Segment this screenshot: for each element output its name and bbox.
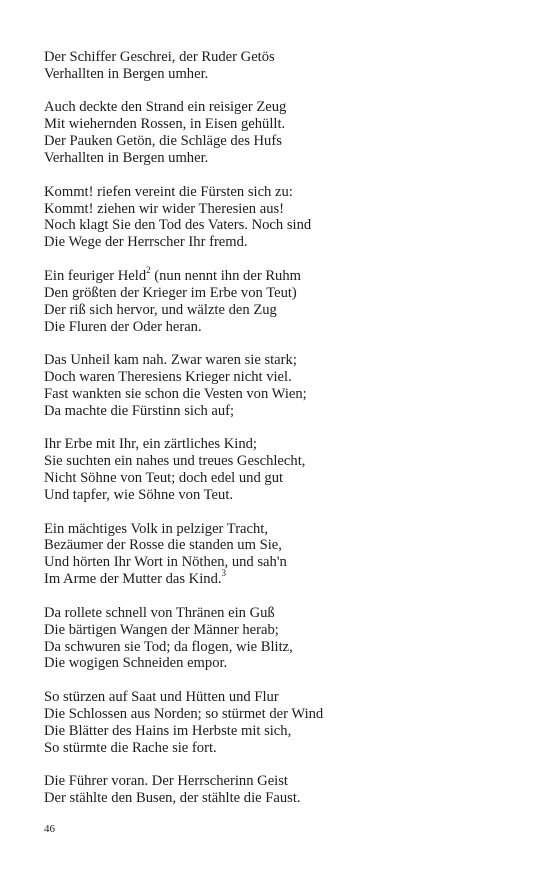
poem-line <box>44 655 514 672</box>
footnote-marker: 2 <box>146 264 151 275</box>
poem-line-text: Und hörten Ihr Wort in Nöthen, und sah'n <box>44 554 287 571</box>
poem-line-text: Die bärtigen Wangen der Männer herab; <box>44 621 279 638</box>
poem-line-text: Die wogigen Schneiden empor. <box>44 655 228 672</box>
poem-line <box>44 568 514 588</box>
poem-line-text: Noch klagt Sie den Tod des Vaters. Noch sind <box>44 217 312 234</box>
poem-line-text: Die Fluren der Oder heran. <box>44 318 202 335</box>
poem-line-text: Verhallten in Bergen umher. <box>44 65 209 82</box>
stanza <box>44 49 514 83</box>
poem-line <box>44 49 514 66</box>
poem-line <box>44 521 514 538</box>
poem-line <box>44 554 514 571</box>
poem-line-text: Ein mächtiges Volk in pelziger Tracht, <box>44 520 269 537</box>
poem-line-text: Die Wege der Herrscher Ihr fremd. <box>44 234 248 251</box>
poem-line-text: Fast wankten sie schon die Vesten von Wien; <box>44 385 307 402</box>
poem-line-text: Und tapfer, wie Söhne von Teut. <box>44 487 234 503</box>
poem-line-text: Im Arme der Mutter das Kind. <box>44 571 222 588</box>
stanza <box>44 605 514 673</box>
poem-line-text: Da machte die Fürstinn sich auf; <box>44 402 235 419</box>
poem-line <box>44 217 514 234</box>
poem-line-text: Der Pauken Getön, die Schläge des Hufs <box>44 133 282 150</box>
poem-line <box>44 99 514 116</box>
poem-line <box>44 133 514 150</box>
poem-line <box>44 639 514 656</box>
poem-line-text: Der riß sich hervor, und wälzte den Zug <box>44 301 277 318</box>
poem-line-text: Bezäumer der Rosse die standen um Sie, <box>44 537 282 554</box>
stanza <box>44 689 514 757</box>
poem-line <box>44 264 514 285</box>
poem-line <box>44 622 514 639</box>
poem-line-text: Ihr Erbe mit Ihr, ein zärtliches Kind; <box>44 436 257 453</box>
poem-line <box>44 470 514 487</box>
stanza <box>44 521 514 589</box>
poem-line-text: So stürmte die Rache sie fort. <box>44 739 217 756</box>
poem-line-text: Doch waren Theresiens Krieger nicht viel. <box>44 368 292 385</box>
footnote-marker: 3 <box>221 568 227 579</box>
poem-text <box>44 49 514 807</box>
poem-line <box>44 403 514 420</box>
poem-line <box>44 723 514 740</box>
poem-line <box>44 453 514 470</box>
poem-line-text: Die Blätter des Hains im Herbste mit sich, <box>44 722 292 739</box>
poem-line-text: Die Führer voran. Der Herrscherinn Geist <box>44 773 288 790</box>
poem-line <box>44 537 514 554</box>
poem-line <box>44 689 514 706</box>
poem-line-text: Die Schlossen aus Norden; so stürmet der Wind <box>44 705 324 722</box>
poem-line-text: Der Schiffer Geschrei, der Ruder Getös <box>44 49 275 65</box>
stanza <box>44 264 514 336</box>
poem-line-text: Auch deckte den Strand ein reisiger Zeug <box>44 99 287 116</box>
poem-line-text: Kommt! riefen vereint die Fürsten sich zu: <box>44 183 293 200</box>
poem-line <box>44 369 514 386</box>
page-number: 46 <box>44 823 55 835</box>
poem-line <box>44 319 514 336</box>
poem-line-text: Da rollete schnell von Thränen ein Guß <box>44 604 275 621</box>
poem-line <box>44 386 514 403</box>
poem-line <box>44 773 514 790</box>
poem-line <box>44 706 514 723</box>
poem-line-text: Da schwuren sie Tod; da flogen, wie Blitz, <box>44 638 293 655</box>
stanza <box>44 99 514 167</box>
poem-line-text: Kommt! ziehen wir wider Theresien aus! <box>44 200 285 217</box>
poem-line-text: Den größten der Krieger im Erbe von Teut) <box>44 284 297 301</box>
poem-line <box>44 66 514 83</box>
poem-line <box>44 285 514 302</box>
poem-line <box>44 740 514 757</box>
poem-line-text: Das Unheil kam nah. Zwar waren sie stark; <box>44 352 297 369</box>
poem-line-text: Der stählte den Busen, der stählte die Faust. <box>44 790 301 807</box>
poem-line-text: Verhallten in Bergen umher. <box>44 150 209 167</box>
stanza <box>44 773 514 807</box>
poem-line <box>44 150 514 167</box>
stanza <box>44 184 514 252</box>
poem-line <box>44 201 514 218</box>
stanza <box>44 352 514 420</box>
poem-line-text: Sie suchten ein nahes und treues Geschlecht, <box>44 453 306 470</box>
poem-line-text: Nicht Söhne von Teut; doch edel und gut <box>44 470 284 487</box>
poem-line <box>44 184 514 201</box>
poem-line <box>44 605 514 622</box>
poem-line <box>44 487 514 504</box>
poem-line-text: So stürzen auf Saat und Hütten und Flur <box>44 688 279 705</box>
poem-line <box>44 302 514 319</box>
poem-line-continuation: (nun nennt ihn der Ruhm <box>150 267 302 284</box>
poem-line <box>44 116 514 133</box>
poem-line <box>44 234 514 251</box>
poem-line <box>44 436 514 453</box>
poem-line <box>44 790 514 807</box>
stanza <box>44 436 514 504</box>
poem-line-text: Ein feuriger Held <box>44 267 147 284</box>
poem-line <box>44 352 514 369</box>
poem-line-text: Mit wiehernden Rossen, in Eisen gehüllt. <box>44 116 286 133</box>
